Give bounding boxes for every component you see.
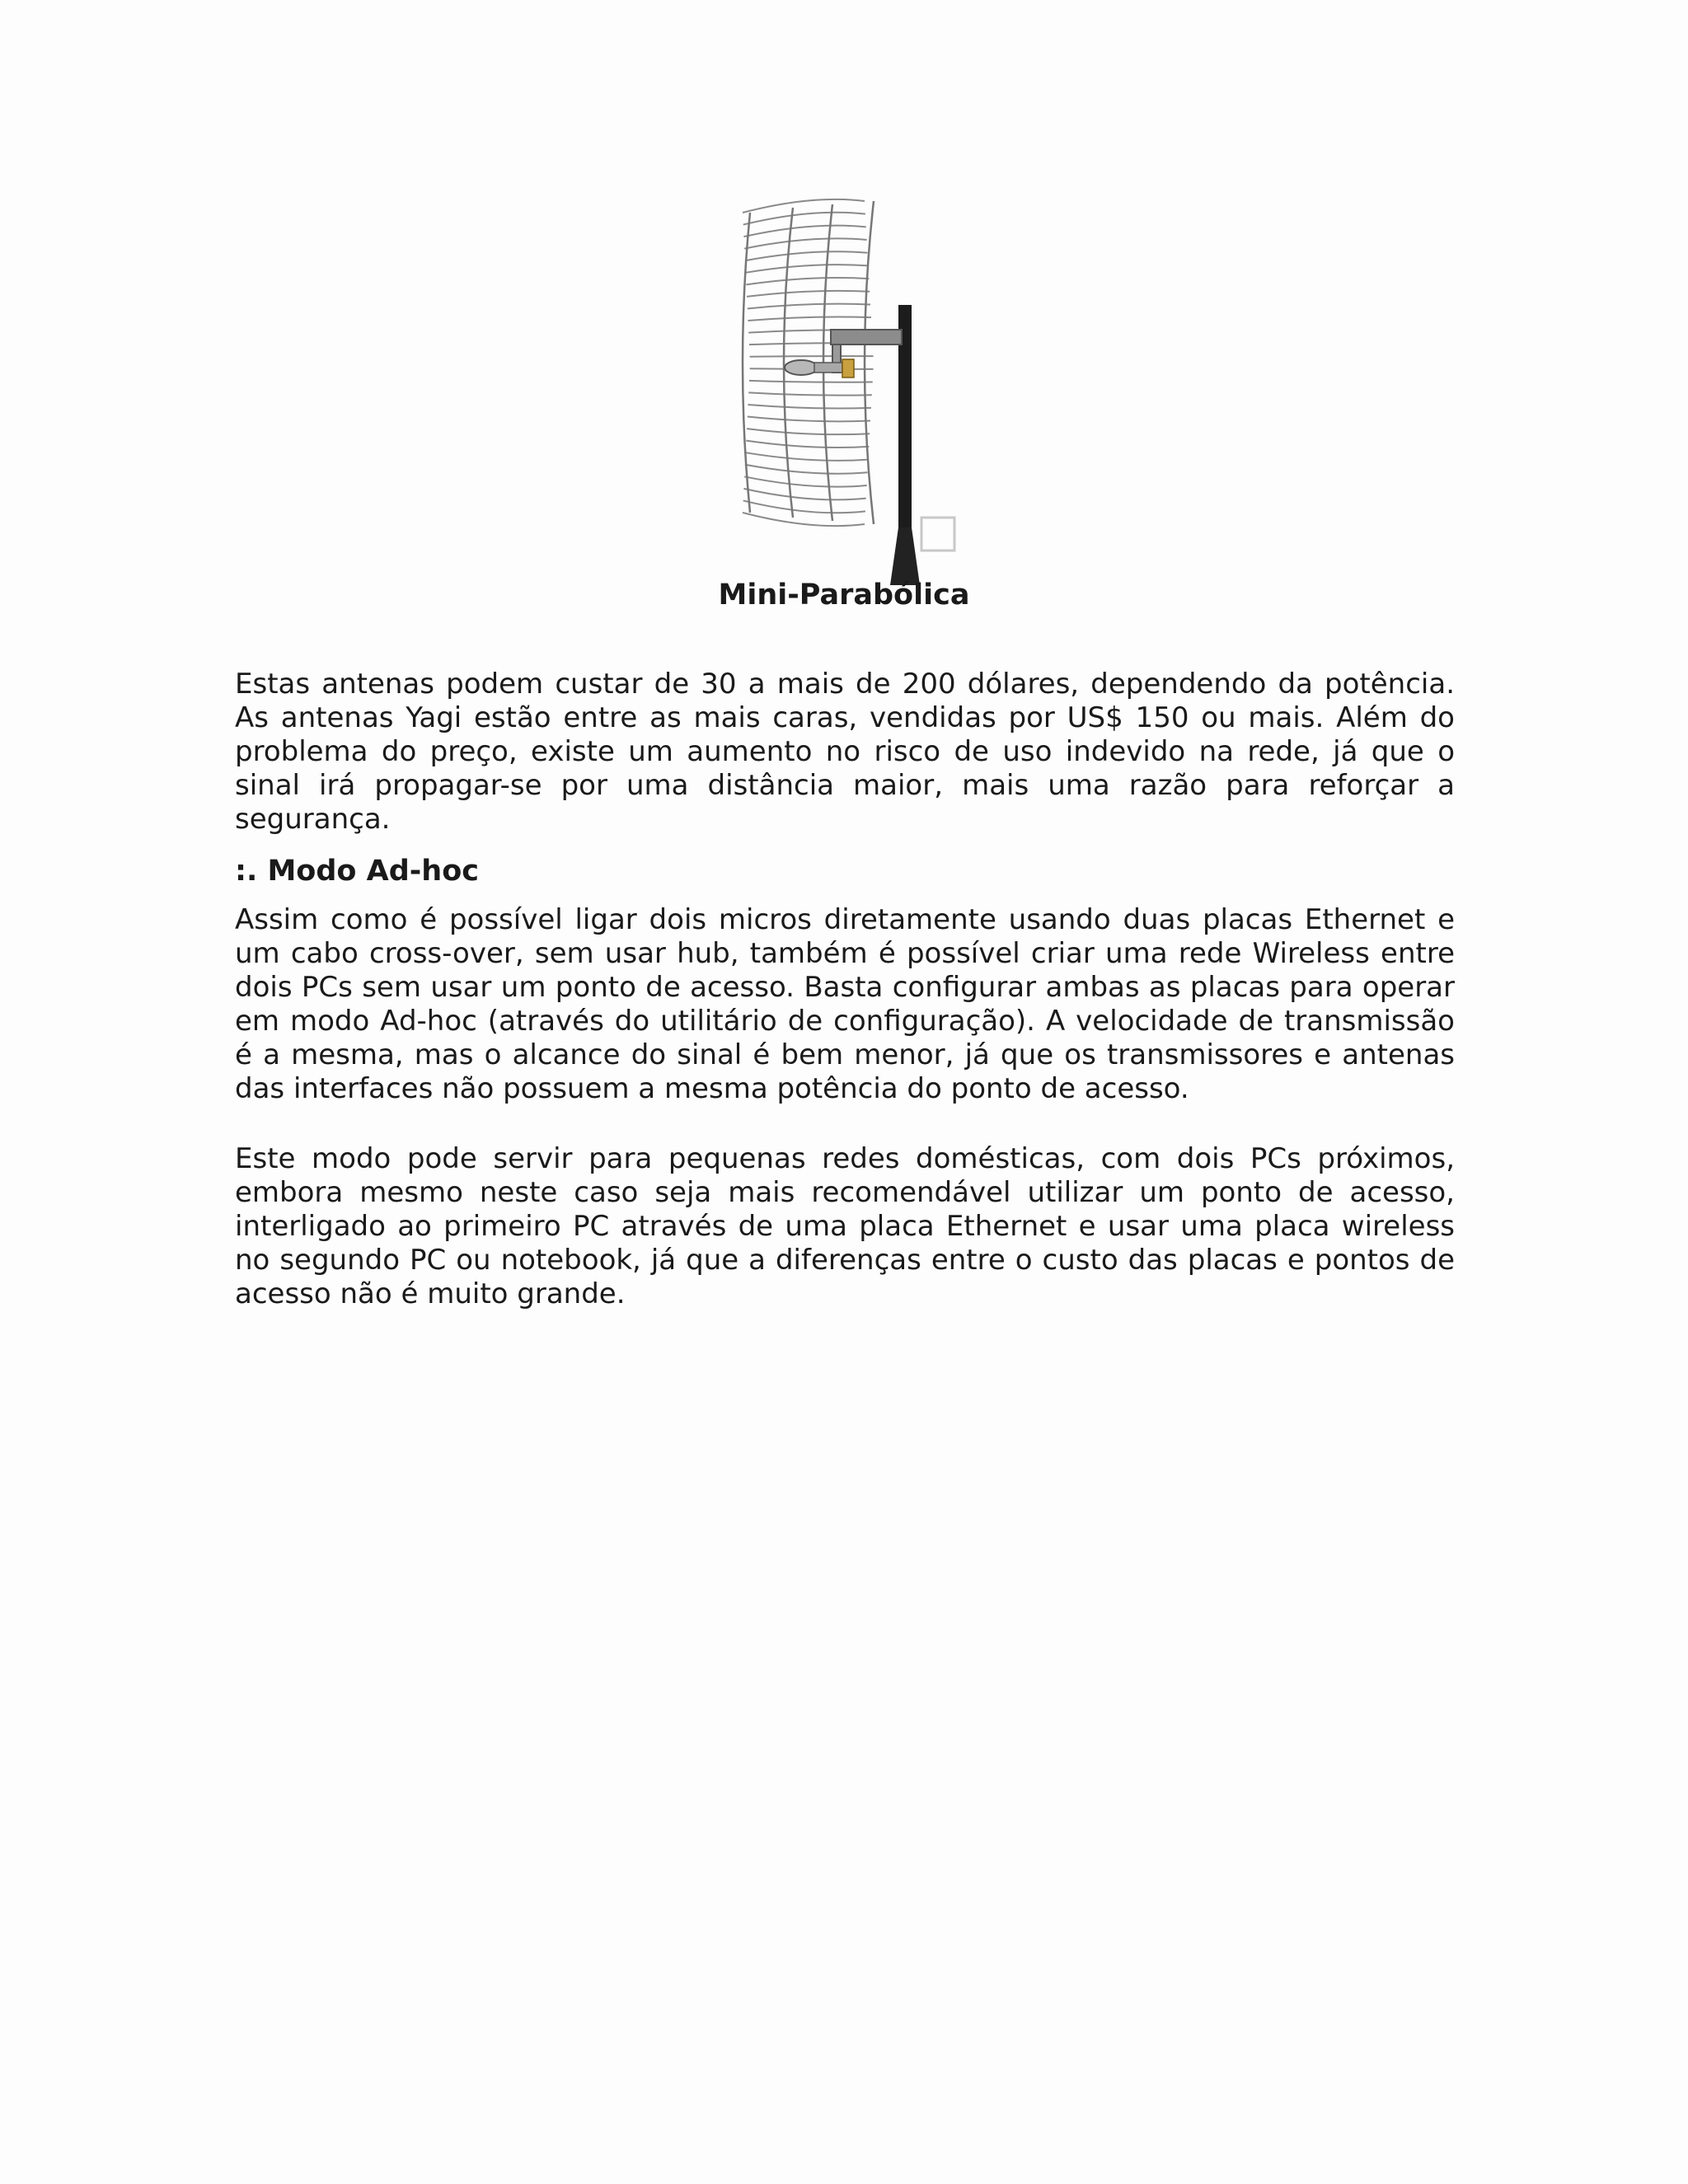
antenna-grid-rod — [743, 513, 865, 526]
antenna-grid-rod — [743, 199, 865, 213]
antenna-grid-rod — [744, 238, 866, 248]
antenna-grid-rod — [744, 476, 866, 486]
antenna-grid-rod — [749, 381, 873, 382]
antenna-grid-rod — [746, 278, 869, 284]
paragraph-antenna-cost: Estas antenas podem custar de 30 a mais de 200 dólares, dependendo da potência. As antenas Yagi estão entre as mais caras, vendidas por US$ 150 ou mais. Além do problema do preço, existe um aumento no risco de uso indevido na rede, já que o sinal irá propagar-se por uma distância maior, mais uma razão para reforçar a segurança. — [235, 668, 1455, 836]
figure-caption: Mini-Parabólica — [718, 579, 970, 612]
antenna-grid-rod — [743, 226, 865, 237]
antenna-grid-rod — [748, 392, 872, 395]
section-heading-adhoc: :. Modo Ad-hoc — [235, 855, 480, 888]
antenna-grid-rod — [747, 429, 870, 434]
antenna-grid-rod — [743, 213, 865, 225]
antenna-grid-rod — [748, 304, 870, 309]
antenna-grid-rod — [746, 265, 869, 273]
paragraph-adhoc-usage: Este modo pode servir para pequenas redes domésticas, com dois PCs próximos, embora mesmo neste caso seja mais recomendável utilizar um ponto de acesso, interligado ao primeiro PC através de uma placa Ethernet e usar uma placa wireless no segundo PC ou notebook, já que a diferenças entre o custo das placas e pontos de acesso não é muito grande. — [235, 1142, 1455, 1310]
antenna-figure — [734, 198, 964, 585]
paragraph-adhoc-description: Assim como é possível ligar dois micros diretamente usando duas placas Ethernet e um cabo cross-over, sem usar hub, também é possível criar uma rede Wireless entre dois PCs sem usar um ponto de acesso. Basta configurar ambas as placas para operar em modo Ad-hoc (através do utilitário de configuração). A velocidade de transmissão é a mesma, mas o alcance do sinal é bem menor, já que os transmissores e antenas das interfaces não possuem a mesma potência do ponto de acesso. — [235, 903, 1455, 1105]
antenna-grid-rod — [743, 489, 865, 500]
antenna-grid-rod — [748, 405, 870, 409]
antenna-grid-rod — [746, 452, 869, 461]
antenna-grid-rod — [746, 441, 869, 448]
antenna-grid-rod — [745, 465, 868, 474]
grid-parabolic-antenna-image — [734, 198, 964, 585]
antenna-grid-rod — [748, 417, 870, 422]
antenna-grid-rod — [747, 291, 870, 297]
antenna-grid-rod — [748, 317, 870, 321]
antenna-grid-rod — [745, 251, 868, 260]
antenna-grid-rod — [750, 356, 874, 357]
antenna-grid-rod — [743, 500, 865, 513]
